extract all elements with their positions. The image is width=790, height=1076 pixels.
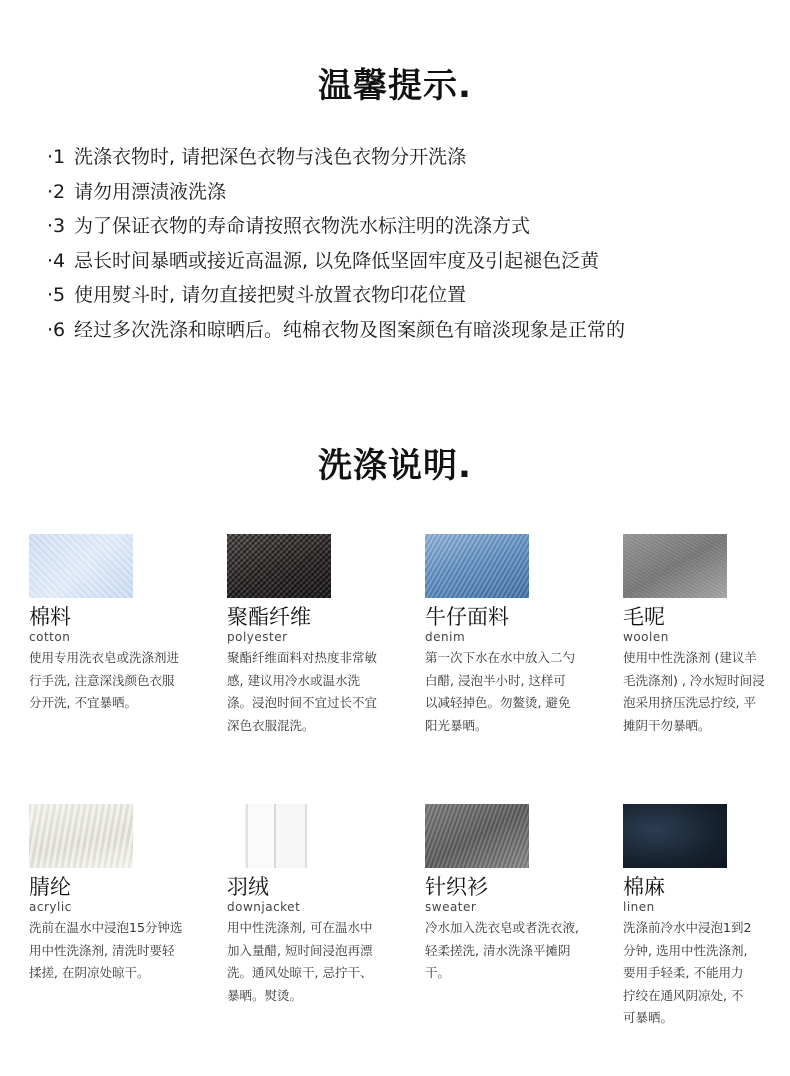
tip-number: ·6 — [47, 318, 66, 341]
fabric-description: 第一次下水在水中放入二勺白醋, 浸泡半小时, 这样可以减轻掉色。勿鳌烫, 避免阳光暴晒。 — [425, 650, 576, 733]
fabric-card-downjacket — [227, 804, 377, 1007]
tip-item — [47, 212, 625, 247]
sweater-swatch-image — [425, 804, 529, 868]
fabric-english-name: downjacket — [227, 900, 301, 914]
fabric-card-cotton — [29, 534, 179, 715]
fabric-english-name: sweater — [425, 900, 477, 914]
tip-item — [47, 281, 625, 316]
fabric-description: 冷水加入洗衣皂或者洗衣液, 轻柔搓洗, 清水洗涤平摊阴干。 — [425, 920, 579, 980]
fabric-card-acrylic — [29, 804, 183, 985]
tip-number: ·3 — [47, 215, 66, 237]
fabric-english-name: woolen — [623, 630, 669, 644]
tip-number: ·1 — [47, 146, 66, 168]
fabric-card-sweater — [425, 804, 579, 985]
fabric-name: 针织衫 — [425, 875, 488, 899]
tip-item — [47, 247, 625, 282]
downjacket-swatch-image — [227, 804, 331, 868]
fabric-card-polyester — [227, 534, 377, 737]
acrylic-swatch-image — [29, 804, 133, 868]
tips-list — [47, 143, 625, 350]
fabric-description: 使用专用洗衣皂或洗涤剂进行手洗, 注意深浅颜色衣服分开洗, 不宜暴晒。 — [29, 650, 180, 710]
fabric-name: 聚酯纤维 — [227, 605, 311, 629]
fabric-description: 洗前在温水中浸泡15分钟选用中性洗涤剂, 清洗时要轻揉搓, 在阴凉处晾干。 — [29, 920, 183, 980]
tip-item — [47, 143, 625, 178]
tip-item — [47, 178, 625, 213]
fabric-card-linen — [623, 804, 773, 1030]
tip-number: ·4 — [47, 249, 66, 272]
fabric-description: 聚酯纤维面料对热度非常敏感, 建议用冷水或温水洗涤。浸泡时间不宜过长不宜深色衣服混洗。 — [227, 650, 378, 733]
fabric-name: 腈纶 — [29, 875, 71, 899]
tip-item — [47, 316, 625, 351]
fabric-english-name: acrylic — [29, 900, 72, 914]
tip-text: 使用熨斗时, 请勿直接把熨斗放置衣物印花位置 — [74, 284, 467, 306]
tip-text: 经过多次洗涤和晾晒后。纯棉衣物及图案颜色有暗淡现象是正常的 — [74, 318, 626, 341]
woolen-swatch-image — [623, 534, 727, 598]
tip-text: 洗涤衣物时, 请把深色衣物与浅色衣物分开洗涤 — [74, 146, 467, 168]
fabric-name: 毛呢 — [623, 605, 665, 629]
tips-title: 温馨提示. — [318, 66, 472, 106]
denim-swatch-image — [425, 534, 529, 598]
fabric-english-name: denim — [425, 630, 466, 644]
fabric-name: 棉料 — [29, 605, 71, 629]
fabric-english-name: linen — [623, 900, 655, 914]
tip-text: 请勿用漂渍液洗涤 — [74, 180, 227, 203]
tip-number: ·5 — [47, 284, 66, 306]
fabric-description: 洗涤前冷水中浸泡1到2分钟, 选用中性洗涤剂, 要用手轻柔, 不能用力拧绞在通风阴凉处, 不可暴晒。 — [623, 920, 752, 1025]
fabric-card-denim — [425, 534, 575, 737]
tip-text: 为了保证衣物的寿命请按照衣物洗水标注明的洗涤方式 — [74, 215, 531, 237]
linen-swatch-image — [623, 804, 727, 868]
tip-text: 忌长时间暴晒或接近高温源, 以免降低坚固牢度及引起褪色泛黄 — [74, 249, 600, 272]
tip-number: ·2 — [47, 180, 66, 203]
fabric-name: 棉麻 — [623, 875, 665, 899]
cotton-swatch-image — [29, 534, 133, 598]
fabric-description: 使用中性洗涤剂 (建议羊毛洗涤剂) , 冷水短时间浸泡采用挤压洗忌拧绞, 平摊阴干勿暴晒。 — [623, 650, 765, 733]
washing-title: 洗涤说明. — [318, 446, 472, 486]
fabric-name: 羽绒 — [227, 875, 269, 899]
fabric-card-woolen — [623, 534, 773, 737]
fabric-english-name: cotton — [29, 630, 71, 644]
fabric-english-name: polyester — [227, 630, 288, 644]
polyester-swatch-image — [227, 534, 331, 598]
fabric-description: 用中性洗涤剂, 可在温水中加入量醋, 短时间浸泡再漂洗。通风处晾干, 忌拧干、暴晒。熨烫。 — [227, 920, 373, 1003]
fabric-name: 牛仔面料 — [425, 605, 509, 629]
